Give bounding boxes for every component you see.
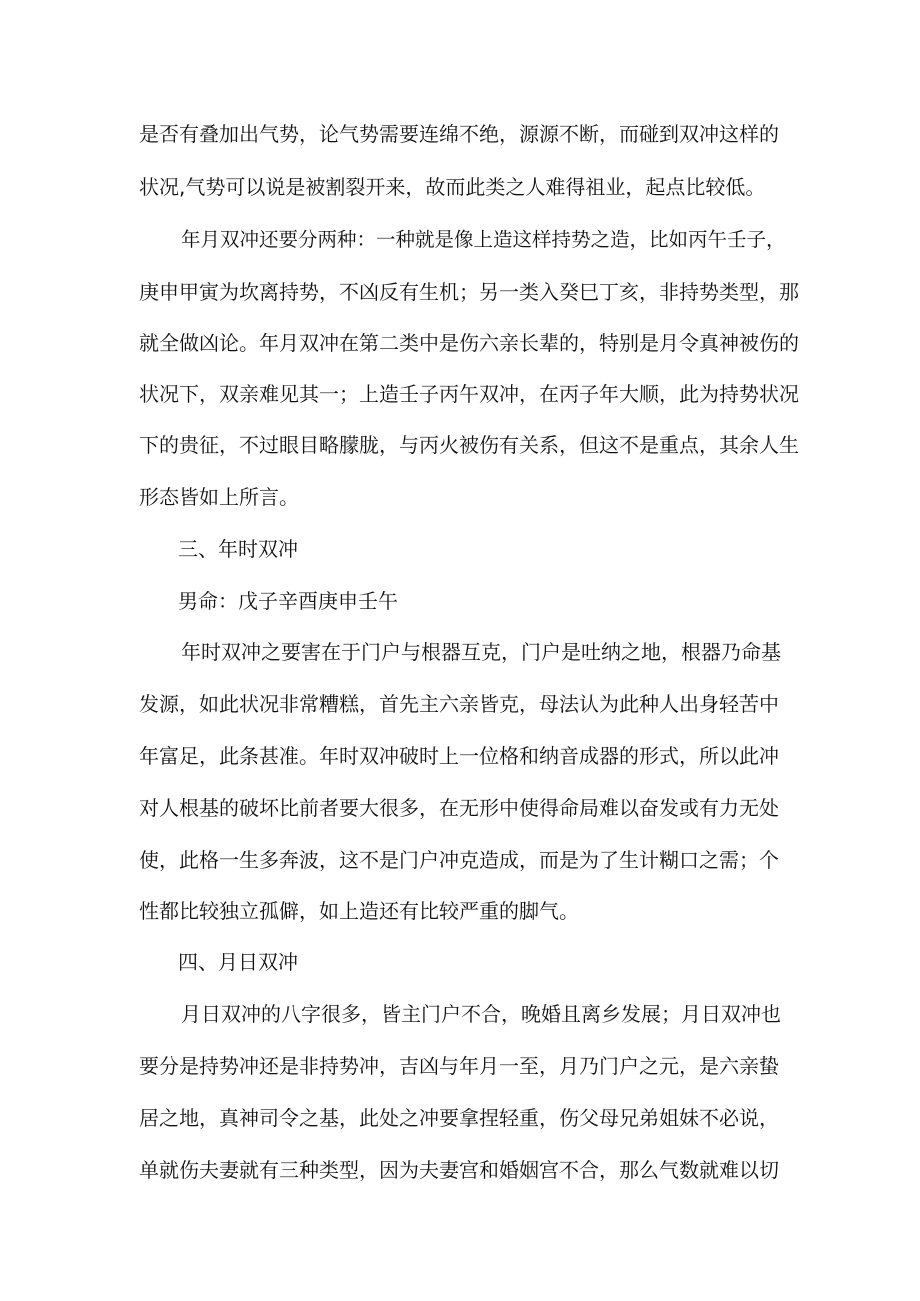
section-heading: 四、月日双冲: [178, 950, 298, 974]
text-line: 性都比较独立孤僻，如上造还有比较严重的脚气。: [139, 899, 579, 923]
text-line: 对人根基的破坏比前者要大很多，在无形中使得命局难以奋发或有力无处: [139, 796, 779, 820]
text-line: 年时双冲之要害在于门户与根器互克，门户是吐纳之地，根器乃命基: [181, 640, 781, 664]
text-line: 月日双冲的八字很多，皆主门户不合，晚婚且离乡发展；月日双冲也: [181, 1002, 781, 1026]
text-line: 是否有叠加出气势，论气势需要连绵不绝，源源不断，而碰到双冲这样的: [139, 122, 779, 146]
text-line: 状况下，双亲难见其一；上造壬子丙午双冲，在丙子年大顺，此为持势状况: [139, 382, 799, 406]
text-line: 下的贵征，不过眼目略朦胧，与丙火被伤有关系，但这不是重点，其余人生: [139, 433, 799, 457]
text-line: 居之地，真神司令之基，此处之冲要拿捏轻重，伤父母兄弟姐妹不必说，: [139, 1106, 779, 1130]
text-line: 要分是持势冲还是非持势冲，吉凶与年月一至，月乃门户之元，是六亲蛰: [139, 1054, 779, 1078]
text-line: 发源，如此状况非常糟糕，首先主六亲皆克，母法认为此种人出身轻苦中: [139, 692, 779, 716]
text-line: 年富足，此条甚准。年时双冲破时上一位格和纳音成器的形式，所以此冲: [139, 744, 779, 768]
text-line: 状况,气势可以说是被割裂开来，故而此类之人难得祖业，起点比较低。: [139, 175, 766, 199]
text-line: 年月双冲还要分两种：一种就是像上造这样持势之造，比如丙午壬子，: [181, 228, 786, 251]
text-line: 就全做凶论。年月双冲在第二类中是伤六亲长辈的，特别是月令真神被伤的: [139, 331, 799, 355]
section-heading: 三、年时双冲: [178, 537, 298, 561]
text-line: 形态皆如上所言。: [139, 485, 299, 509]
text-line: 庚申甲寅为坎离持势，不凶反有生机；另一类入癸巳丁亥，非持势类型，那: [139, 280, 799, 304]
text-line: 使，此格一生多奔波，这不是门户冲克造成，而是为了生计糊口之需；个: [139, 848, 779, 872]
birth-chart-line: 男命：戊子辛酉庚申壬午: [178, 589, 398, 613]
text-line: 单就伤夫妻就有三种类型，因为夫妻宫和婚姻宫不合，那么气数就难以切: [139, 1158, 779, 1182]
